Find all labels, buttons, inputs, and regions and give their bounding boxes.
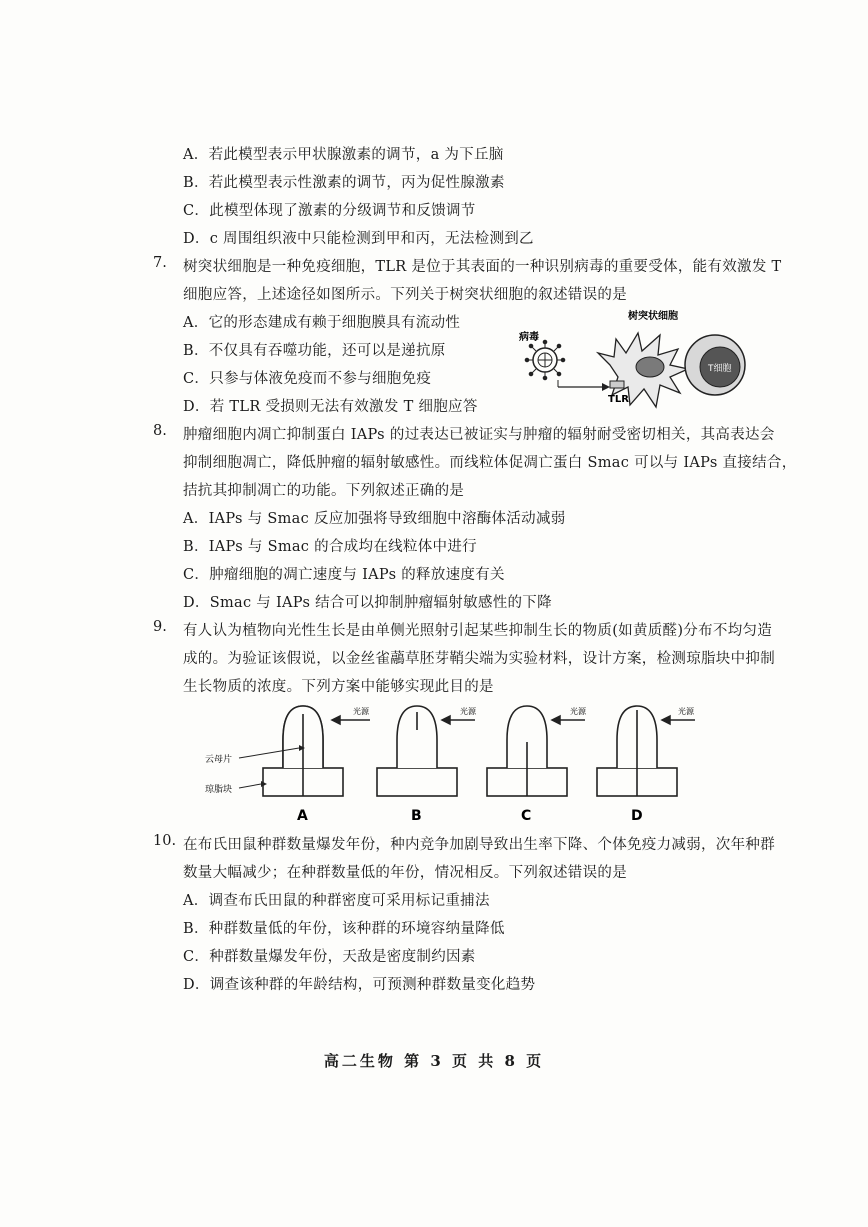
q7-stem-line1: 树突状细胞是一种免疫细胞，TLR 是位于其表面的一种识别病毒的重要受体，能有效激发 T [183, 259, 782, 275]
q10-option-b: B．种群数量低的年份，该种群的环境容纳量降低 [183, 921, 505, 937]
page-footer: 高二生物 第 3 页 共 8 页 [323, 1052, 545, 1070]
q8-option-a: A．IAPs 与 Smac 反应加强将导致细胞中溶酶体活动减弱 [183, 511, 566, 527]
q10-number: 10. [153, 833, 177, 849]
q7-option-c: C．只参与体液免疫而不参与细胞免疫 [183, 371, 432, 387]
q8-stem-line2: 抑制细胞凋亡，降低肿瘤的辐射敏感性。而线粒体促凋亡蛋白 Smac 可以与 IAPs 直接结合， [183, 455, 797, 471]
q10-stem-line1: 在布氏田鼠种群数量爆发年份，种内竞争加剧导致出生率下降、个体免疫力减弱，次年种群 [183, 837, 775, 853]
light-label-d: 光源 [678, 707, 694, 716]
q8-option-b: B．IAPs 与 Smac 的合成均在线粒体中进行 [183, 539, 477, 555]
option-label-b: B [411, 808, 422, 824]
q7-stem-line2: 细胞应答，上述途径如图所示。下列关于树突状细胞的叙述错误的是 [183, 287, 627, 303]
q10-option-d: D．调查该种群的年龄结构，可预测种群数量变化趋势 [183, 977, 536, 993]
q10-stem-line2: 数量大幅减少；在种群数量低的年份，情况相反。下列叙述错误的是 [183, 865, 627, 881]
q7-option-d: D．若 TLR 受损则无法有效激发 T 细胞应答 [183, 399, 478, 415]
q9-stem-line3: 生长物质的浓度。下列方案中能够实现此目的是 [183, 679, 494, 695]
tlr-receptor [610, 381, 624, 388]
q7-option-a: A．它的形态建成有赖于细胞膜具有流动性 [183, 315, 461, 331]
tlr-label: TLR [608, 394, 629, 405]
q10-option-a: A．调查布氏田鼠的种群密度可采用标记重捕法 [183, 893, 490, 909]
q9-stem-line2: 成的。为验证该假说，以金丝雀虉草胚芽鞘尖端为实验材料，设计方案，检测琼脂块中抑制 [183, 651, 775, 667]
q8-stem-line1: 肿瘤细胞内凋亡抑制蛋白 IAPs 的过表达已被证实与肿瘤的辐射耐受密切相关，其高表达会 [183, 427, 775, 443]
agar-label: 琼脂块 [205, 785, 233, 795]
virus-icon [525, 340, 565, 380]
t-cell-label: T细胞 [708, 364, 732, 374]
coleoptile-figure [205, 700, 705, 825]
light-label-b: 光源 [460, 707, 476, 716]
q7-number: 7. [153, 255, 167, 271]
virus-label: 病毒 [519, 332, 539, 343]
q8-option-d: D．Smac 与 IAPs 结合可以抑制肿瘤辐射敏感性的下降 [183, 595, 552, 611]
option-label-c: C [521, 808, 532, 824]
option-label-d: D [631, 808, 643, 824]
q7-option-b: B．不仅具有吞噬功能，还可以是递抗原 [183, 343, 446, 359]
q6-option-b: B．若此模型表示性激素的调节，丙为促性腺激素 [183, 175, 505, 191]
q6-option-c: C．此模型体现了激素的分级调节和反馈调节 [183, 203, 476, 219]
q9-number: 9. [153, 619, 167, 635]
q6-option-a: A．若此模型表示甲状腺激素的调节，a 为下丘脑 [183, 147, 504, 163]
q8-stem-line3: 拮抗其抑制凋亡的功能。下列叙述正确的是 [183, 483, 465, 499]
dendritic-cell-figure [510, 305, 750, 415]
q6-option-d: D．c 周围组织液中只能检测到甲和丙，无法检测到乙 [183, 231, 534, 247]
light-label-c: 光源 [570, 707, 586, 716]
q8-option-c: C．肿瘤细胞的凋亡速度与 IAPs 的释放速度有关 [183, 567, 505, 583]
q10-option-c: C．种群数量爆发年份，天敌是密度制约因素 [183, 949, 476, 965]
option-label-a: A [297, 808, 308, 824]
light-label-a: 光源 [353, 707, 369, 716]
q9-stem-line1: 有人认为植物向光性生长是由单侧光照射引起某些抑制生长的物质(如黄质醛)分布不均匀造 [183, 623, 773, 639]
q8-number: 8. [153, 423, 167, 439]
dendritic-cell-label: 树突状细胞 [628, 311, 678, 322]
mica-label: 云母片 [205, 755, 233, 765]
